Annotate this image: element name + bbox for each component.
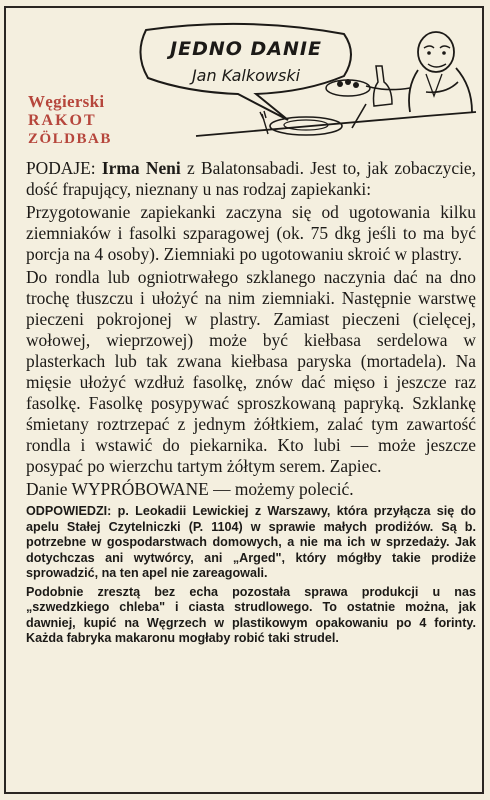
followup-paragraph: Podobnie zresztą bez echa pozostała sprawa produkcji u nas „szwedzkiego chleba" i ciasta strudlowego. To ostatnie można, jak dawniej, kupić na Węgrzech w plastikowym opakowaniu po 4 forinty. Każda fabryka makaronu mogłaby robić taki strudel.: [26, 584, 476, 645]
paragraph-preparation: Przygotowanie zapiekanki zaczyna się od ugotowania kilku ziemniaków i fasolki szparagowej (ok. 75 dkg jeśli to ma być porcja na 4 osoby). Ziemniaki po ugotowaniu skroić w plastry.: [26, 202, 476, 264]
column-title: JEDNO DANIE: [170, 38, 322, 60]
answers-paragraph: ODPOWIEDZI: p. Leokadii Lewickiej z Warszawy, która przyłącza się do apelu Stałej Czytelniczki (P. 1104) w sprawie małych prodiżów. Są b. potrzebne w gospodarstwach domowych, a nie ma ich w sprzedaży. Jak dotychczas ani wytwórcy, ani „Arged", który mógłby takie prodiże sprowadzić, na ten apel nie zareagowali.: [26, 504, 476, 580]
intro-rest: z Balatonsabadi. Jest to, jak zobaczycie, dość frapujący, nieznany u nas rodzaj zapiekanki:: [26, 158, 476, 199]
newspaper-clipping: [4, 6, 484, 794]
column-author: Jan Kalkowski: [191, 66, 301, 85]
paragraph-assembly: Do rondla lub ogniotrwałego szklanego naczynia dać na dno trochę tłuszczu i ułożyć na nim ziemniaki. Następnie warstwę pieczeni pokrojonej w plastry. Zamiast pieczeni (cielęcej, wołowej, wieprzowej) może być kiełbasa serdelowa w plasterkach lub tak zwana kiełbasa paryska (mortadela). Na mięsie ułożyć wzdłuż fasolkę, znów dać mięso i jeszcze raz fasolkę. Fasolkę posypywać sproszkowaną papryką. Szklankę śmietany roztrzepać z jednym żółtkiem, zalać tym zawartość rondla i wstawić do piekarnika. Kto lubi — może jeszcze posypać po wierzchu tartym żółtym serem. Zapiec.: [26, 267, 476, 476]
intro-paragraph: [26, 158, 476, 200]
dish-name-line3: ZÖLDBAB: [28, 131, 112, 147]
column-header: [6, 8, 482, 158]
recommendation: Danie WYPRÓBOWANE — możemy polecić.: [26, 479, 354, 499]
article-body: [26, 158, 476, 647]
author-name: Irma Neni: [101, 158, 181, 178]
dish-name-line1: Węgierski: [28, 92, 105, 111]
dish-name: [28, 92, 112, 149]
intro-lead: PODAJE:: [26, 158, 102, 178]
dish-name-line2: RAKOT: [28, 112, 97, 129]
